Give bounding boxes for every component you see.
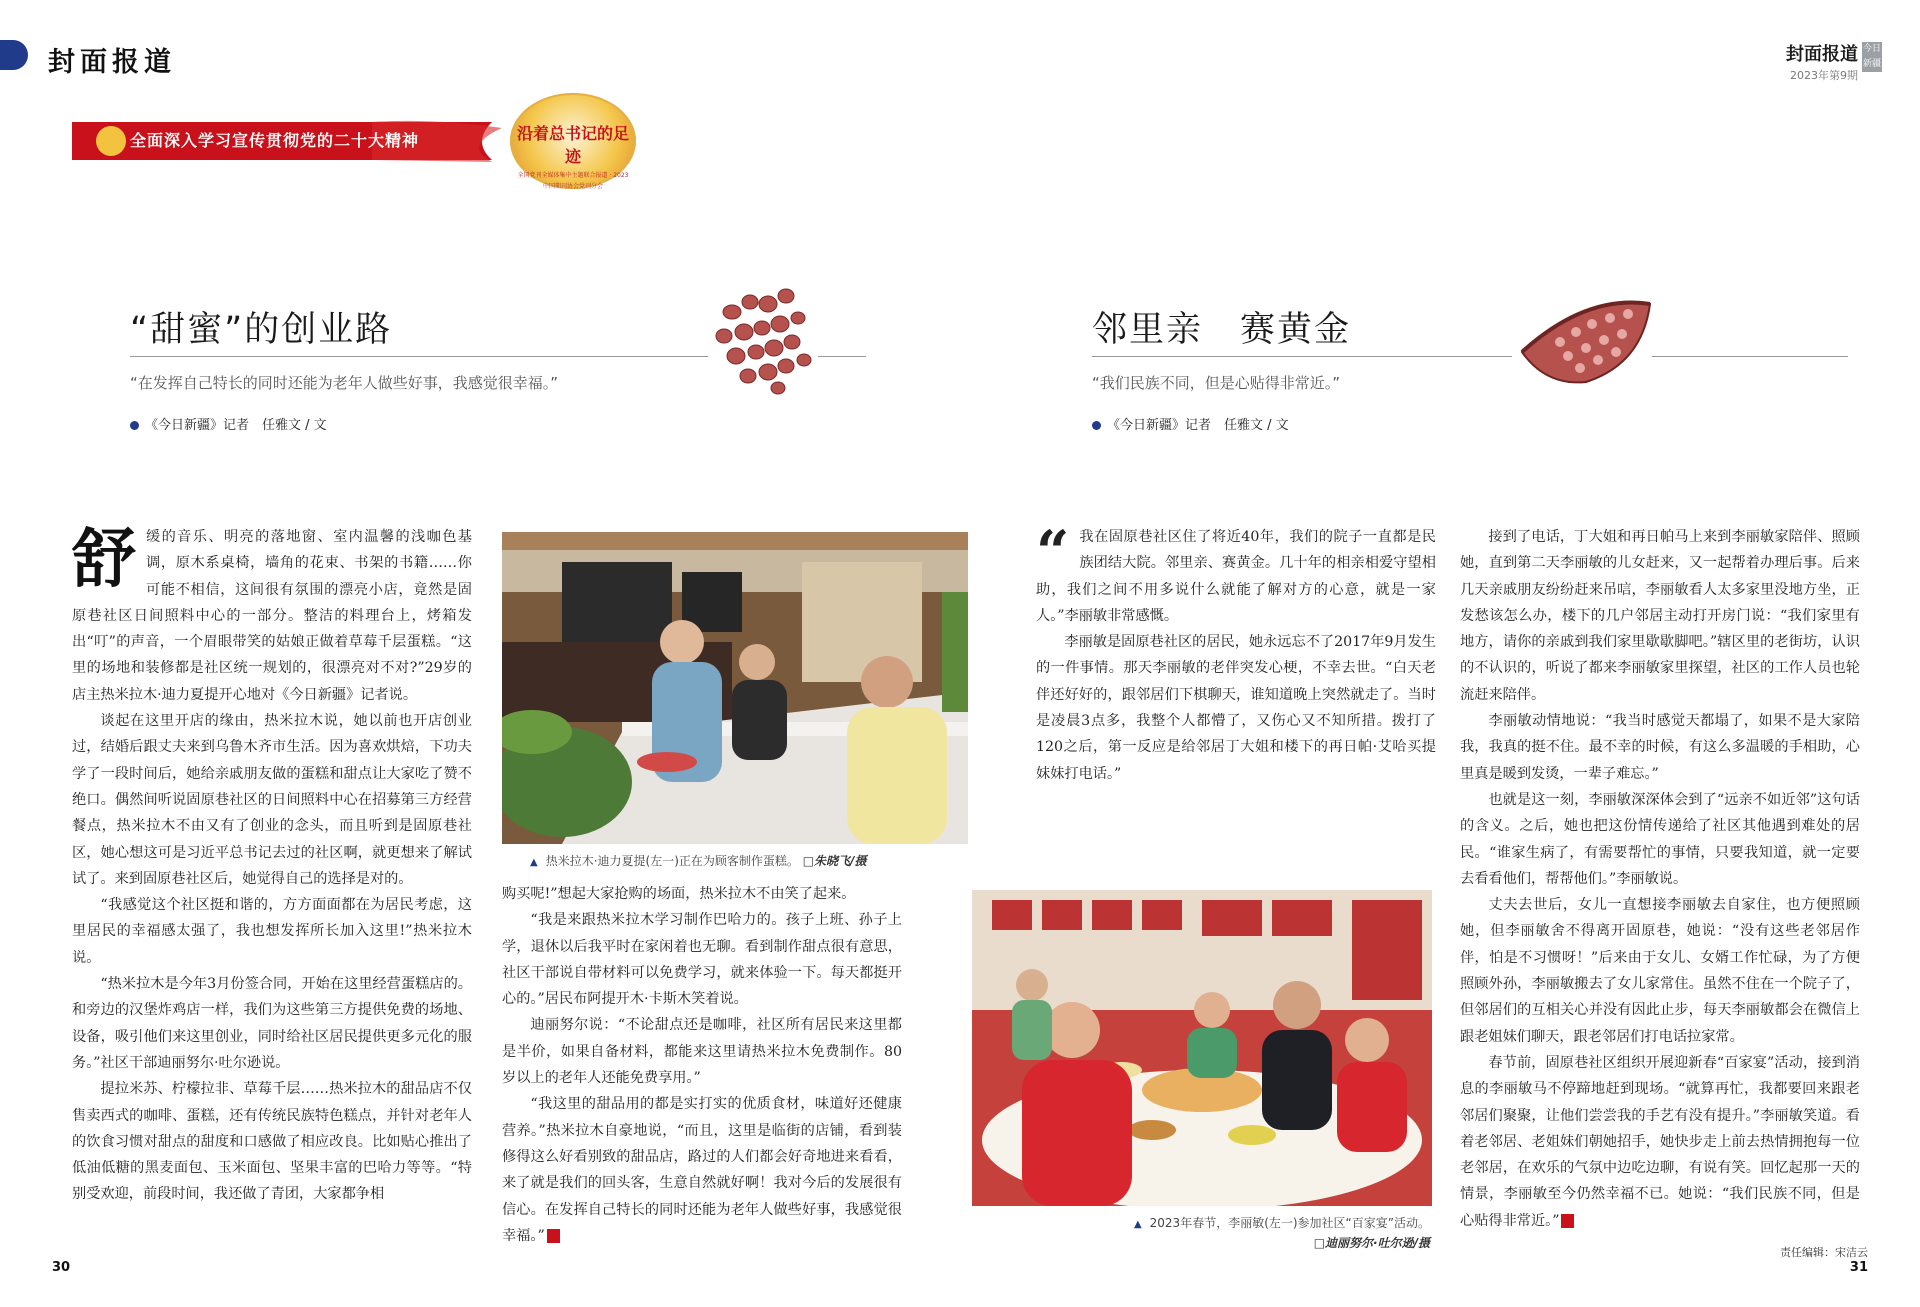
paragraph [1460,1050,1860,1234]
triangle-up-icon: ▲ [1133,1219,1142,1230]
closing-text: 春节前，固原巷社区组织开展迎新春“百家宴”活动，接到消息的李丽敏马不停蹄地赶到现场。“就算再忙，我都要回来跟老邻居们聚聚，让他们尝尝我的手艺有没有提升。”李丽敏笑道。看着老邻居、老姐妹们朝她招手，她快步走上前去热情拥抱每一位老邻居，在欢乐的气氛中边吃边聊，有说有笑。回忆起那一天的情景，李丽敏至今仍然幸福不已。她说：“我们民族不同，但是心贴得非常近。” [1460,1054,1860,1229]
masthead-name: 封面报道 [1786,44,1858,65]
caption-text: 2023年春节，李丽敏(左一)参加社区“百家宴”活动。 [1149,1216,1430,1230]
magazine-logo: 今日新疆 [1862,42,1882,72]
left-title-rule [130,356,708,357]
paragraph: 接到了电话，丁大姐和再日帕马上来到李丽敏家陪伴、照顾她，直到第二天李丽敏的儿女赶来，又一起帮着办理后事。后来几天亲戚朋友纷纷赶来吊唁，李丽敏看人太多家里没地方坐，正发愁该怎么办，楼下的几户邻居主动打开房门说：“我们家里有地方，请你的亲戚到我们家里歇歇脚吧。”辖区里的老街坊，认识的不认识的，听说了都来李丽敏家里探望，社区的工作人员也轮流赶来陪伴。 [1460,529,1860,703]
pomegranate-slice-illustration [1516,290,1656,390]
paragraph: 也就是这一刻，李丽敏深深体会到了“远亲不如近邻”这句话的含义。之后，她也把这份情传递给了社区其他遇到难处的居民。“谁家生病了，有需要帮忙的事情，只要我知道，就一定要去看看他们，帮帮他们。”李丽敏说。 [1460,791,1860,887]
paragraph: 迪丽努尔说：“不论甜点还是咖啡，社区所有居民来这里都是半价，如果自备材料，都能来这里请热米拉木免费制作。80岁以上的老年人还能免费享用。” [502,1017,902,1087]
red-square-end-icon: J [547,1229,560,1243]
party-emblem-icon [96,126,126,156]
right-byline [1092,414,1289,433]
opening-paragraph [72,524,472,708]
left-column-1 [72,524,472,1208]
editor-credit: 责任编辑：宋洁云 [1780,1246,1868,1259]
issue-number: 2023年第9期 [1790,69,1858,82]
bakery-caption [530,852,970,869]
caption-text: 热米拉木·迪力夏提(左一)正在为顾客制作蛋糕。 [545,854,799,868]
banquet-photo [972,890,1432,1206]
banquet-caption [1130,1214,1430,1231]
right-article-quote: “我们民族不同，但是心贴得非常近。” [1092,374,1341,392]
opening-text: 缓的音乐、明亮的落地窗、室内温馨的浅咖色基调，原木系桌椅，墙角的花束、书架的书籍……你可能不相信，这间很有氛围的漂亮小店，竟然是固原巷社区日间照料中心的一部分。整洁的料理台上，烤箱发出“叮”的声音，一个眉眼带笑的姑娘正做着草莓千层蛋糕。“这里的场地和装修都是社区统一规划的，很漂亮对不对?”29岁的店主热米拉木·迪力夏提开心地对《今日新疆》记者说。 [72,529,472,703]
left-page-number: 30 [52,1260,71,1275]
closing-text: “我这里的甜品用的都是实打实的优质食材，味道好还健康营养。”热米拉木自豪地说，“而且，这里是临街的店铺，看到装修得这么好看别致的甜品店，路过的人们都会好奇地进来看看，来了就是我们的回头客，生意自然就好啊！我对今后的发展很有信心。在发挥自己特长的同时还能为老年人做些好事，我感觉很幸福。” [502,1096,902,1244]
opening-quote-text: 我在固原巷社区住了将近40年，我们的院子一直都是民族团结大院。邻里亲、赛黄金。几十年的相亲相爱守望相助，我们之间不用多说什么就能了解对方的心意，就是一家人。”李丽敏非常感慨。 [1036,529,1436,624]
masthead [1786,40,1858,83]
right-column-2 [1460,524,1860,1234]
paragraph: 购买呢!”想起大家抢购的场面，热米拉木不由笑了起来。 [502,886,856,902]
red-square-end-icon: J [1561,1214,1574,1228]
paragraph: 谈起在这里开店的缘由，热米拉木说，她以前也开店创业过，结婚后跟丈夫来到乌鲁木齐市生活。因为喜欢烘焙，下功夫学了一段时间后，她给亲戚朋友做的蛋糕和甜点让大家吃了赞不绝口。偶然间听说固原巷社区的日间照料中心在招募第三方经营餐点，热米拉木不由又有了创业的念头，而且听到是固原巷社区，她心想这可是习近平总书记去过的社区啊，就更想来了解试试了。来到固原巷社区后，她觉得自己的选择是对的。 [72,713,472,887]
byline-dot-icon [1092,421,1101,430]
triangle-up-icon: ▲ [530,857,538,868]
left-title-rule-end [818,356,866,357]
paragraph: “我是来跟热米拉木学习制作巴哈力的。孩子上班、孙子上学，退休以后我平时在家闲着也无聊。看到制作甜点很有意思，社区干部说自带材料可以免费学习，就来体验一下。每天都挺开心的。”居民布阿提开木·卡斯木笑着说。 [502,912,902,1008]
paragraph: “我感觉这个社区挺和谐的，方方面面都在为居民考虑，这里居民的幸福感太强了，我也想发挥所长加入这里!”热米拉木说。 [72,897,472,966]
drop-cap: 舒 [72,522,136,597]
left-byline [130,414,327,433]
byline-dot-icon [130,421,139,430]
right-title-rule-end [1652,356,1848,357]
large-quote-mark: “ [1036,518,1070,586]
paragraph: 提拉米苏、柠檬拉非、草莓千层……热米拉木的甜品店不仅售卖西式的咖啡、蛋糕，还有传统民族特色糕点，并针对老年人的饮食习惯对甜点的甜度和口感做了相应改良。比如贴心推出了低油低糖的黑麦面包、玉米面包、坚果丰富的巴哈力等等。“特别受欢迎，前段时间，我还做了青团，大家都争相 [72,1081,472,1203]
bakery-photo-illustration [502,532,968,844]
left-article-title: “甜蜜”的创业路 [130,310,393,350]
left-byline-text: 《今日新疆》记者 任雅文 / 文 [145,418,327,433]
badge-org: 中国期刊协会党刊分会 [542,183,603,190]
campaign-badge [510,93,636,189]
paragraph: 李丽敏是固原巷社区的居民，她永远忘不了2017年9月发生的一件事情。那天李丽敏的老伴突发心梗，不幸去世。“白天老伴还好好的，跟邻居们下棋聊天，谁知道晚上突然就走了。当时是凌晨3点多，我整个人都懵了，又伤心又不知所措。拨打了120之后，第一反应是给邻居丁大姐和楼下的再日帕·艾哈买提妹妹打电话。” [1036,634,1436,782]
section-title: 封面报道 [48,47,176,78]
photo-credit: □迪丽努尔·吐尔逊/摄 [1313,1236,1430,1250]
pomegranate-seeds-illustration [712,284,822,400]
paragraph: “热米拉木是今年3月份签合同，开始在这里经营蛋糕店的。和旁边的汉堡炸鸡店一样，我们为这些第三方提供免费的场地、设备，吸引他们来这里创业，同时给社区居民提供更多元化的服务。”社区干部迪丽努尔·吐尔逊说。 [72,976,472,1071]
banquet-credit-line [1130,1234,1430,1251]
bakery-photo [502,532,968,844]
section-tab-marker [0,40,28,70]
right-page-number: 31 [1849,1260,1868,1275]
banner-text: 全面深入学习宣传贯彻党的二十大精神 [130,131,420,150]
right-byline-text: 《今日新疆》记者 任雅文 / 文 [1107,418,1289,433]
opening-quote-paragraph [1036,518,1436,629]
right-article-title: 邻里亲 赛黄金 [1092,310,1352,350]
paragraph [502,1091,902,1249]
left-article-quote: “在发挥自己特长的同时还能为老年人做些好事，我感觉很幸福。” [130,374,559,392]
badge-title: 沿着总书记的足迹 [516,124,629,166]
left-column-2 [502,881,902,1249]
badge-subtitle: 全国党刊全媒体集中主题联合报道 · 2023 [517,172,629,179]
paragraph: 丈夫去世后，女儿一直想接李丽敏去自家住，也方便照顾她，但李丽敏舍不得离开固原巷，她说：“没有这些老邻居作伴，怕是不习惯呀！”后来由于女儿、女婿工作忙碌，为了方便照顾外孙，李丽敏搬去了女儿家常住。虽然不住在一个院子了，但邻居们的互相关心并没有因此止步，每天李丽敏都会在微信上跟老姐妹们聊天，跟老邻居们打电话拉家常。 [1460,897,1860,1045]
right-title-rule [1092,356,1512,357]
photo-credit: □朱晓飞/摄 [802,854,867,868]
paragraph: 李丽敏动情地说：“我当时感觉天都塌了，如果不是大家陪我，我真的挺不住。最不幸的时候，有这么多温暖的手相助，心里真是暖到发烫，一辈子难忘。” [1460,713,1860,782]
right-column-1 [1036,518,1436,787]
banquet-photo-illustration [972,890,1432,1206]
